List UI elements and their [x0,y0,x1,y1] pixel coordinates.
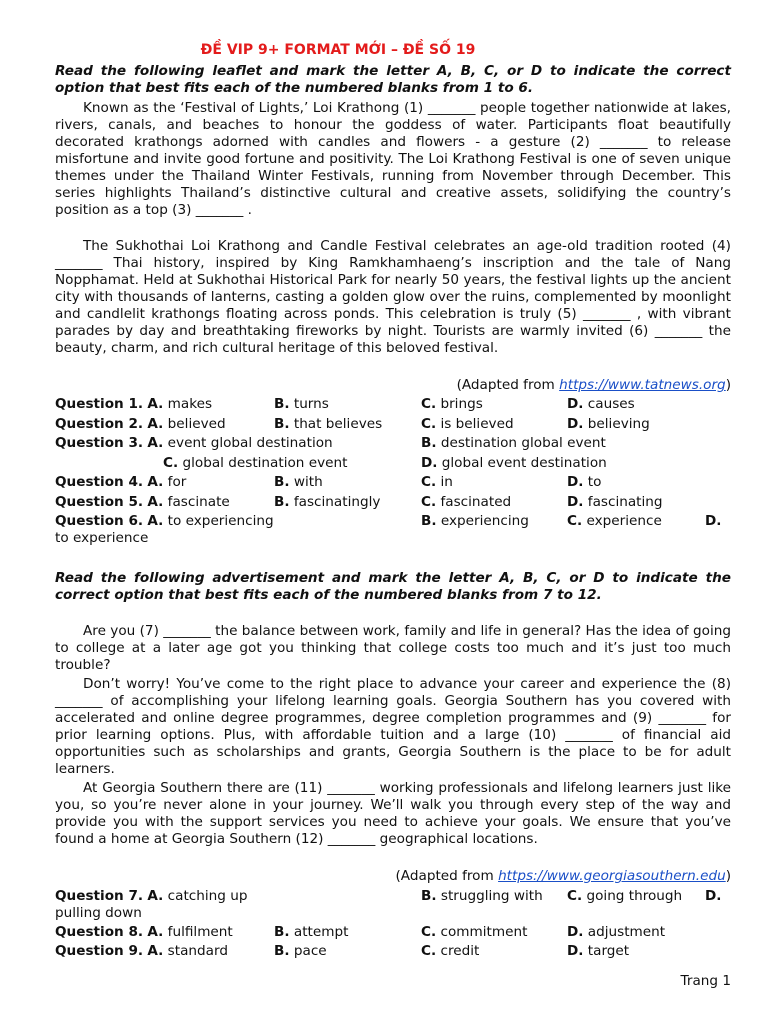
section2-paragraph-1: Are you (7) _______ the balance between work, family and life in general? Has the idea of going to college at a later age got you thinking that college costs too much and it’s just too much trouble? [55,623,731,673]
option-letter-d: D. [705,513,722,529]
option-letter-c: C. [421,943,437,959]
option-b[interactable]: struggling with [440,888,543,904]
option-c[interactable]: in [440,474,453,490]
option-c[interactable]: is believed [440,416,514,432]
option-letter-a: A. [147,924,164,940]
option-letter-b: B. [274,943,290,959]
question-label: Question 3. [55,435,144,451]
option-b[interactable]: turns [293,396,329,412]
option-letter-a: A. [147,435,164,451]
option-letter-d: D. [421,455,438,471]
question-row [55,416,731,435]
source-suffix: ) [725,868,731,884]
option-letter-a: A. [147,513,164,529]
option-d[interactable]: target [587,943,630,959]
option-d[interactable]: believing [587,416,650,432]
option-b[interactable]: attempt [293,924,349,940]
option-c[interactable]: fascinated [440,494,512,510]
option-letter-c: C. [567,513,583,529]
option-c[interactable]: commitment [440,924,528,940]
option-letter-b: B. [274,924,290,940]
option-c[interactable]: brings [440,396,483,412]
option-letter-c: C. [421,396,437,412]
option-d[interactable]: global event destination [441,455,607,471]
option-letter-c: C. [421,494,437,510]
page-title: ĐỀ VIP 9+ FORMAT MỚI – ĐỀ SỐ 19 [200,42,476,58]
option-d[interactable]: pulling down [55,905,142,921]
option-letter-a: A. [147,474,164,490]
option-letter-c: C. [567,888,583,904]
option-a[interactable]: catching up [167,888,248,904]
question-label: Question 4. [55,474,144,490]
page-number: Trang 1 [680,973,731,989]
option-letter-a: A. [147,396,164,412]
question-row-continued [55,530,731,549]
source-suffix: ) [725,377,731,393]
option-letter-b: B. [274,416,290,432]
option-letter-b: B. [274,494,290,510]
question-row [55,474,731,493]
question-row [55,435,731,454]
option-b[interactable]: fascinatingly [293,494,381,510]
source-prefix: (Adapted from [395,868,499,884]
option-a[interactable]: believed [167,416,226,432]
option-c[interactable]: global destination event [182,455,348,471]
section2-paragraph-2: Don’t worry! You’ve come to the right place to advance your career and experience the (8) _______ of accomplishing your lifelong learning goals. Georgia Southern has you covered with accelerated and online degree programmes, degree completion programmes and (9) _______ for prior learning options. Plus, with affordable tuition and a large (10) _______ of financial aid opportunities such as scholarships and grants, Georgia Southern is the place to be for adult learners. [55,676,731,777]
option-d[interactable]: causes [587,396,635,412]
source-link[interactable]: https://www.georgiasouthern.edu [498,868,726,884]
section1-instruction: Read the following leaflet and mark the letter A, B, C, or D to indicate the correct option that best fits each of the numbered blanks from 1 to 6. [55,63,731,96]
option-d[interactable]: to [587,474,602,490]
option-a[interactable]: fulfilment [167,924,233,940]
option-letter-a: A. [147,416,164,432]
option-c[interactable]: going through [586,888,683,904]
question-label: Question 9. [55,943,144,959]
option-letter-b: B. [421,513,437,529]
option-letter-c: C. [421,416,437,432]
question-label: Question 2. [55,416,144,432]
option-letter-b: B. [274,396,290,412]
option-a[interactable]: standard [167,943,228,959]
option-letter-b: B. [421,888,437,904]
question-row [55,943,731,962]
option-c[interactable]: experience [586,513,662,529]
option-a[interactable]: to experiencing [167,513,274,529]
option-letter-c: C. [421,474,437,490]
question-label: Question 6. [55,513,144,529]
option-letter-d: D. [705,888,722,904]
option-b[interactable]: experiencing [440,513,529,529]
question-row [55,924,731,943]
option-a[interactable]: fascinate [167,494,230,510]
section1-paragraph-1: Known as the ‘Festival of Lights,’ Loi Krathong (1) _______ people together nationwide at lakes, rivers, canals, and beaches to honour the goddess of water. Participants float beautifully decorated krathongs adorned with candles and flowers - a gesture (2) _______ to release misfortune and invite good fortune and positivity. The Loi Krathong Festival is one of seven unique themes under the Thailand Winter Festivals, running from November through December. This series highlights Thailand’s distinctive cultural and creative assets, solidifying the country’s position as a top (3) _______ . [55,100,731,218]
question-label: Question 7. [55,888,144,904]
option-letter-d: D. [567,924,584,940]
question-label: Question 5. [55,494,144,510]
option-c[interactable]: credit [440,943,480,959]
option-b[interactable]: with [293,474,323,490]
option-letter-b: B. [274,474,290,490]
option-letter-c: C. [421,924,437,940]
option-letter-d: D. [567,943,584,959]
section2-instruction: Read the following advertisement and mark the letter A, B, C, or D to indicate the correct option that best fits each of the numbered blanks from 7 to 12. [55,570,731,603]
option-letter-a: A. [147,943,164,959]
option-d[interactable]: to experience [55,530,149,546]
option-letter-b: B. [421,435,437,451]
option-a[interactable]: makes [167,396,213,412]
option-d[interactable]: fascinating [587,494,663,510]
option-letter-d: D. [567,474,584,490]
option-b[interactable]: destination global event [440,435,606,451]
option-letter-d: D. [567,494,584,510]
section1-source [55,377,731,394]
option-b[interactable]: pace [293,943,327,959]
option-letter-d: D. [567,396,584,412]
option-letter-a: A. [147,494,164,510]
question-row-continued [55,905,731,924]
option-letter-d: D. [567,416,584,432]
section2-paragraph-3: At Georgia Southern there are (11) _______ working professionals and lifelong learners just like you, so you’re never alone in your journey. We’ll walk you through every step of the way and provide you with the support services you need to achieve your goals. We ensure that you’ve found a home at Georgia Southern (12) _______ geographical locations. [55,780,731,847]
question-label: Question 1. [55,396,144,412]
question-row-continued [55,455,731,474]
question-label: Question 8. [55,924,144,940]
option-letter-c: C. [163,455,179,471]
source-prefix: (Adapted from [456,377,560,393]
question-row [55,494,731,513]
option-d[interactable]: adjustment [587,924,666,940]
section1-paragraph-2: The Sukhothai Loi Krathong and Candle Festival celebrates an age-old tradition rooted (4) _______ Thai history, inspired by King Ramkhamhaeng’s inscription and the tale of Nang Nopphamat. Held at Sukhothai Historical Park for nearly 50 years, the festival lights up the ancient city with thousands of lanterns, casting a golden glow over the ruins, complemented by moonlight and candlelit krathongs floating across ponds. This celebration is truly (5) _______ , with vibrant parades by day and breathtaking fireworks by night. Tourists are warmly invited (6) _______ the beauty, charm, and rich cultural heritage of this beloved festival. [55,238,731,356]
section2-source [55,868,731,885]
option-a[interactable]: event global destination [167,435,333,451]
option-b[interactable]: that believes [293,416,383,432]
question-row [55,396,731,415]
option-letter-a: A. [147,888,164,904]
source-link[interactable]: https://www.tatnews.org [559,377,726,393]
option-a[interactable]: for [167,474,187,490]
